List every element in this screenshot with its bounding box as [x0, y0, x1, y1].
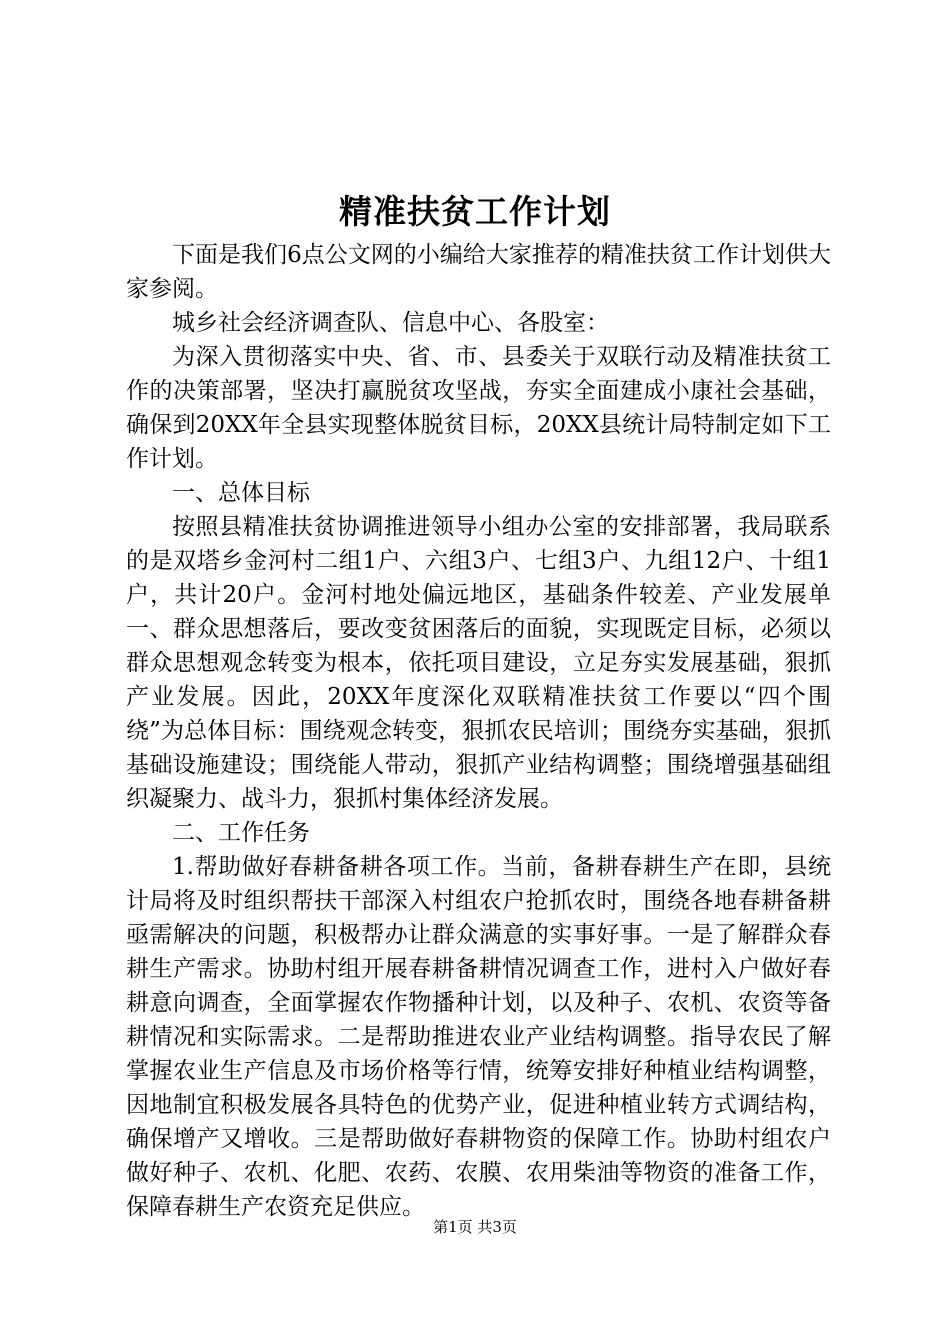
paragraph-salutation: 城乡社会经济调查队、信息中心、各股室： [172, 310, 609, 336]
paragraph-goals: 按照县精准扶贫协调推进领导小组办公室的安排部署，我局联系的是双塔乡金河村二组1户、六组3户、七组3户、九组12户、十组1户，共计20户。金河村地处偏远地区，基础条件较差、产业发展单一、群众思想落后，要改变贫困落后的面貌，实现既定目标，必须以群众思想观念转变为根本，依托项目建设，立足夯实发展基础，狠抓产业发展。因此，20XX年度深化双联精准扶贫工作要以“四个围绕”为总体目标：围绕观念转变，狠抓农民培训；围绕夯实基础，狠抓基础设施建设；围绕能人带动，狠抓产业结构调整；围绕增强基础组织凝聚力、战斗力，狠抓村集体经济发展。 [126, 514, 831, 812]
paragraph-preamble: 为深入贯彻落实中央、省、市、县委关于双联行动及精准扶贫工作的决策部署，坚决打赢脱贫攻坚战，夯实全面建成小康社会基础，确保到20XX年全县实现整体脱贫目标，20XX县统计局特制定如下工作计划。 [126, 344, 831, 472]
paragraph-intro: 下面是我们6点公文网的小编给大家推荐的精准扶贫工作计划供大家参阅。 [126, 242, 831, 302]
section-heading-goals: 一、总体目标 [172, 480, 310, 506]
paragraph-task-1: 1.帮助做好春耕备耕各项工作。当前，备耕春耕生产在即，县统计局将及时组织帮扶干部深入村组农户抢抓农时，围绕各地春耕备耕亟需解决的问题，积极帮办让群众满意的实事好事。一是了解群众春耕生产需求。协助村组开展春耕备耕情况调查工作，进村入户做好春耕意向调查，全面掌握农作物播种计划，以及种子、农机、农资等备耕情况和实际需求。二是帮助推进农业产业结构调整。指导农民了解掌握农业生产信息及市场价格等行情，统筹安排好种植业结构调整，因地制宜积极发展各具特色的优势产业，促进种植业转方式调结构，确保增产又增收。三是帮助做好春耕物资的保障工作。协助村组农户做好种子、农机、化肥、农药、农膜、农用柴油等物资的准备工作，保障春耕生产农资充足供应。 [126, 854, 831, 1220]
document-body [126, 238, 831, 1224]
document-title: 精准扶贫工作计划 [339, 192, 611, 231]
section-heading-tasks: 二、工作任务 [172, 820, 310, 846]
page-footer: 第1页 共3页 [433, 1218, 517, 1236]
